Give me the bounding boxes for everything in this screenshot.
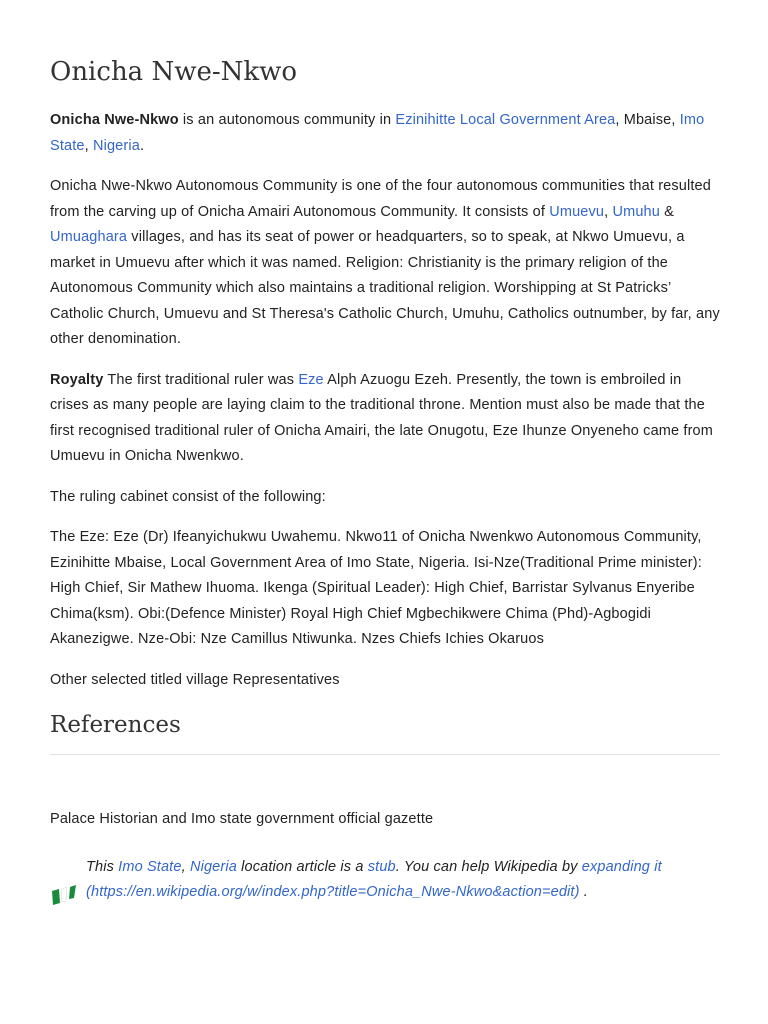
stub-text-5: . [579, 884, 588, 900]
stub-link-stub[interactable]: stub [367, 858, 396, 875]
stub-text-4: . You can help Wikipedia by [395, 858, 582, 875]
royalty-paragraph [50, 368, 720, 470]
stub-link-nigeria[interactable]: Nigeria [189, 858, 237, 875]
link-ezinihitte-lga[interactable]: Ezinihitte Local Government Area [395, 112, 616, 128]
royalty-label: Royalty [50, 371, 104, 388]
intro-text-1: is an autonomous community in [178, 112, 396, 128]
community-text-2: , [604, 203, 613, 220]
community-paragraph [50, 174, 720, 353]
community-text-1: Onicha Nwe-Nkwo Autonomous Community is one of the four autonomous communities that resulted from the carving up of Onicha Amairi Autonomous Community. It consists of [50, 178, 711, 220]
intro-text-4: . [139, 137, 145, 154]
link-umuevu[interactable]: Umuevu [549, 203, 605, 220]
article-content [50, 52, 720, 906]
link-umuhu[interactable]: Umuhu [612, 203, 660, 220]
intro-paragraph [50, 108, 720, 159]
intro-text-2: , Mbaise, [615, 112, 680, 128]
references-heading: References [50, 712, 181, 738]
stub-text-2: , [181, 858, 190, 875]
link-umuaghara[interactable]: Umuaghara [50, 229, 128, 245]
link-imo-state[interactable]: Imo State [50, 112, 705, 154]
cabinet-intro-paragraph: The ruling cabinet consist of the following: [50, 488, 326, 505]
intro-text-3: , [84, 137, 93, 154]
royalty-text-1: The first traditional ruler was [103, 371, 299, 388]
stub-text-1: This [86, 858, 119, 875]
section-divider [50, 754, 720, 755]
stub-link-expand[interactable]: expanding it (https://en.wikipedia.org/w/index.php?title=Onicha_Nwe-Nkwo&action=edit) [86, 858, 662, 900]
community-text-3: & [659, 203, 674, 220]
other-representatives-paragraph: Other selected titled village Representatives [50, 671, 340, 688]
stub-link-imo-state[interactable]: Imo State [118, 858, 182, 875]
intro-bold-title: Onicha Nwe-Nkwo [50, 112, 179, 128]
link-nigeria[interactable]: Nigeria [92, 137, 140, 154]
nigeria-map-icon [50, 881, 84, 907]
stub-text [86, 855, 720, 906]
page-title: Onicha Nwe-Nkwo [50, 57, 298, 87]
community-text-4: villages, and has its seat of power or headquarters, so to speak, at Nkwo Umuevu, a market in Umuevu after which it was named. Religion: Christianity is the primary religion of the Autonomous Community which also maintains a traditional religion. Worshipping at St Patricks’ Catholic Church, Umuevu and St Theresa's Catholic Church, Umuhu, Catholics outnumber, by far, any other denomination. [50, 229, 720, 347]
royalty-text-2: Alph Azuogu Ezeh. Presently, the town is embroiled in crises as many people are laying claim to the traditional throne. Mention must also be made that the first recognised traditional ruler of Onicha Amairi, the late Onugotu, Eze Ihunze Onyeneho came from Umuevu in Onicha Nwenkwo. [50, 371, 714, 464]
cabinet-paragraph: The Eze: Eze (Dr) Ifeanyichukwu Uwahemu. Nkwo11 of Onicha Nwenkwo Autonomous Community, Ezinihitte Mbaise, Local Government Area of Imo State, Nigeria. Isi-Nze(Traditional Prime minister): High Chief, Sir Mathew Ihuoma. Ikenga (Spiritual Leader): High Chief, Barristar Sylvanus Enyeribe Chima(ksm). Obi:(Defence Minister) Royal High Chief Mgbechikwere Chima (Phd)-Agbogidi Akanezigwe. Nze-Obi: Nze Camillus Ntiwunka. Nzes Chiefs Ichies Okaruos [50, 529, 702, 647]
stub-text-3: location article is a [236, 858, 368, 875]
stub-notice [50, 855, 720, 906]
references-text: Palace Historian and Imo state government official gazette [50, 811, 434, 827]
link-eze[interactable]: Eze [298, 371, 324, 388]
